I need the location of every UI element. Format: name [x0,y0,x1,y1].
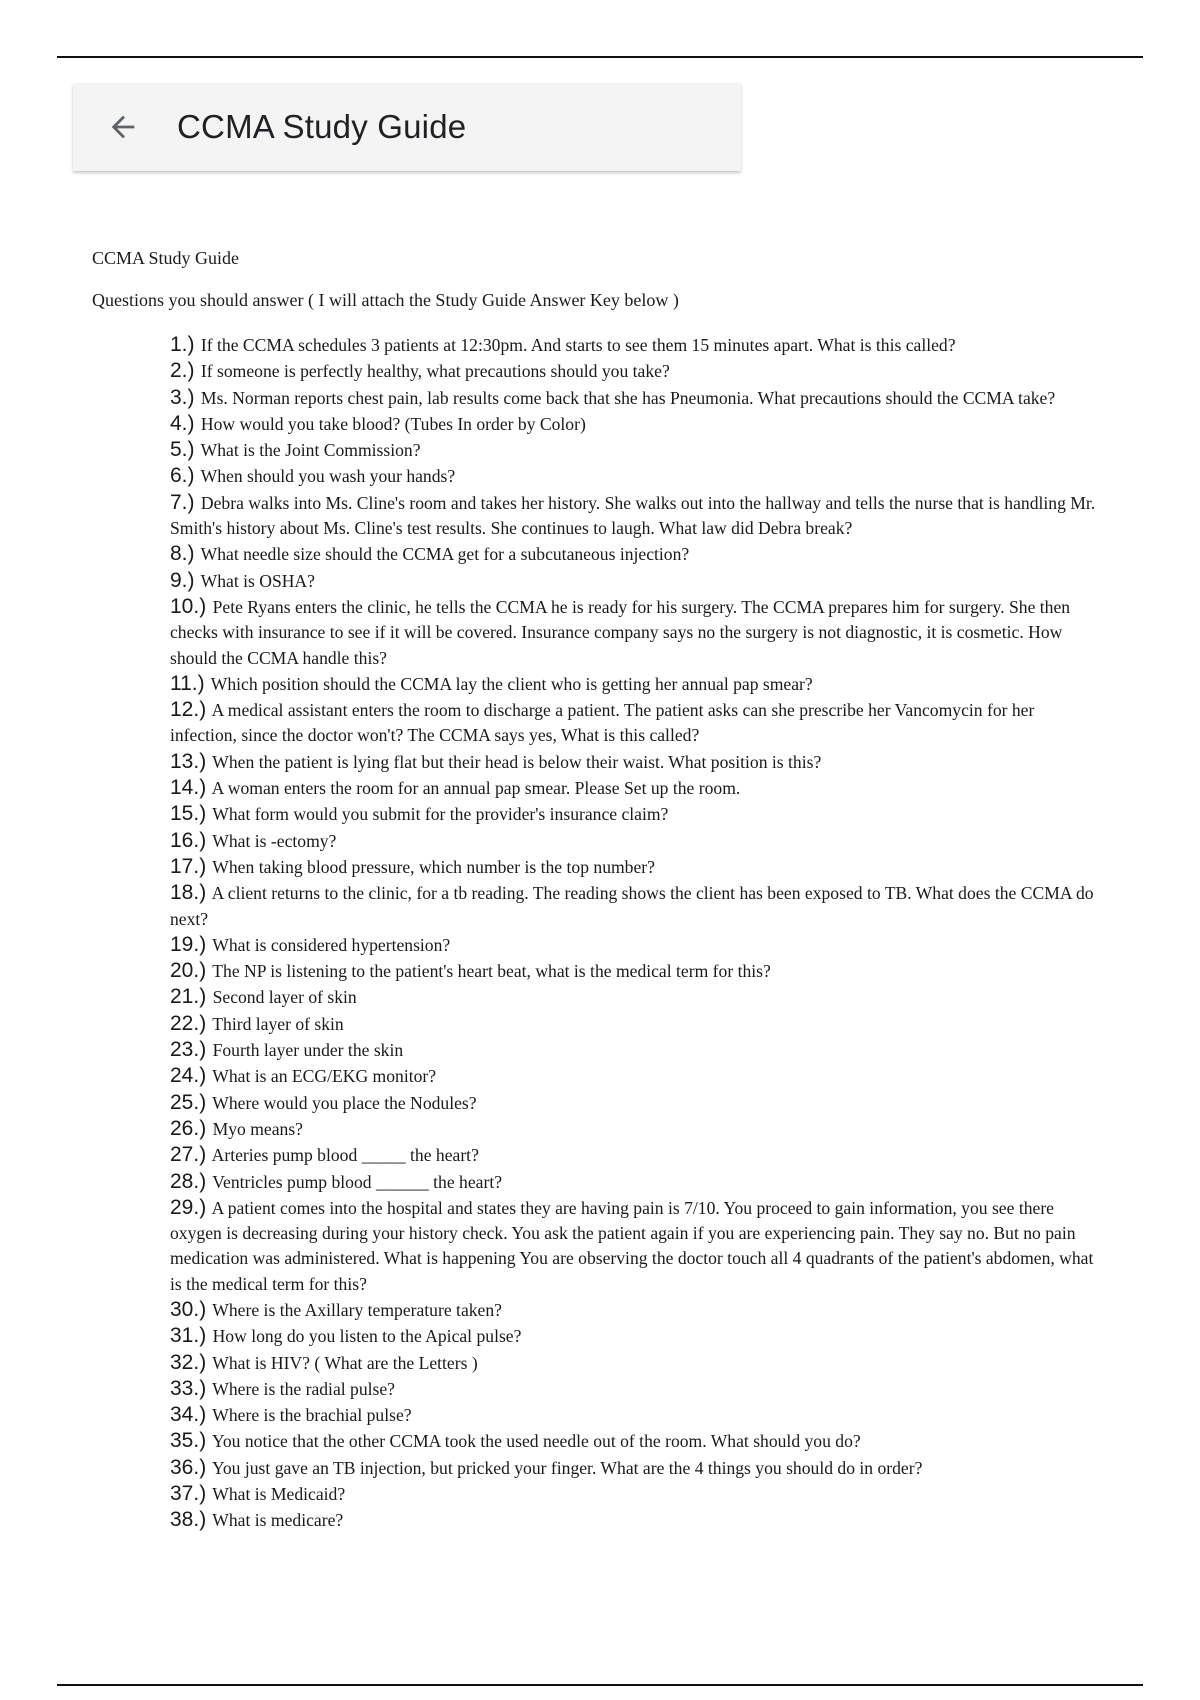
question-text: When the patient is lying flat but their head is below their waist. What position is this? [212,751,822,772]
question-number: 9.) [170,568,195,592]
question-text: What is an ECG/EKG monitor? [212,1066,437,1087]
question-item [170,1455,1105,1481]
question-item [170,775,1105,801]
question-number: 30.) [170,1297,207,1321]
question-item [170,697,1105,749]
question-number: 15.) [170,802,207,826]
question-text: If the CCMA schedules 3 patients at 12:30pm. And starts to see them 15 minutes apart. What is this called? [200,335,956,355]
question-text: Debra walks into Ms. Cline's room and takes her history. She walks out into the hallway and tells the nurse that is handling Mr. Smith's history about Ms. Cline's test results. She continues to laugh. What law did Debra break? [170,492,1096,539]
question-item [170,880,1105,932]
question-text: When taking blood pressure, which number is the top number? [212,856,655,877]
question-text: Third layer of skin [212,1013,344,1034]
question-number: 6.) [170,464,195,488]
question-number: 18.) [170,881,207,905]
question-number: 23.) [170,1038,207,1062]
question-number: 38.) [170,1508,207,1532]
question-text: What is -ectomy? [212,830,337,851]
question-text: What is the Joint Commission? [200,440,421,461]
question-item [170,1011,1105,1037]
question-text: A client returns to the clinic, for a tb reading. The reading shows the client has been exposed to TB. What does the CCMA do next? [170,883,1094,929]
question-item [170,1090,1105,1116]
question-item [170,984,1105,1010]
question-item [170,1350,1105,1376]
question-text: You notice that the other CCMA took the used needle out of the room. What should you do? [211,1431,861,1452]
question-text: A medical assistant enters the room to discharge a patient. The patient asks can she prescribe her Vancomycin for her infection, since the doctor won't? The CCMA says yes, What is this called? [170,700,1035,746]
question-item [170,490,1105,542]
question-number: 17.) [170,854,207,878]
question-item [170,671,1105,697]
question-item [170,385,1105,411]
question-number: 3.) [170,385,195,409]
question-item [170,1428,1105,1454]
question-item [170,1323,1105,1349]
question-text: Ms. Norman reports chest pain, lab results come back that she has Pneumonia. What precautions should the CCMA take? [200,387,1056,408]
app-bar-title: CCMA Study Guide [177,108,467,145]
question-item [170,437,1105,463]
question-item [170,1402,1105,1428]
question-item [170,1116,1105,1142]
question-number: 26.) [170,1116,207,1140]
question-text: Arteries pump blood _____ the heart? [211,1145,479,1166]
document-intro: Questions you should answer ( I will attach the Study Guide Answer Key below ) [92,290,679,310]
question-number: 28.) [170,1169,207,1193]
question-text: Which position should the CCMA lay the client who is getting her annual pap smear? [210,673,813,694]
question-number: 8.) [170,542,195,566]
question-text: Where is the Axillary temperature taken? [212,1299,502,1320]
question-item [170,1481,1105,1507]
question-number: 4.) [170,411,195,435]
question-text: What is medicare? [212,1510,344,1531]
question-item [170,801,1105,827]
question-item [170,932,1105,958]
question-number: 36.) [170,1455,207,1479]
question-item [170,1169,1105,1195]
question-text: Ventricles pump blood ______ the heart? [212,1171,503,1192]
question-text: Pete Ryans enters the clinic, he tells the CCMA he is ready for his surgery. The CCMA prepares him for surgery. She then checks with insurance to see if it will be covered. Insurance company says no the surgery is not diagnostic, it is cosmetic. How should the CCMA handle this? [170,596,1071,668]
question-text: Fourth layer under the skin [212,1040,404,1061]
question-number: 34.) [170,1403,207,1427]
question-number: 20.) [170,959,207,983]
question-number: 27.) [170,1143,207,1167]
question-item [170,958,1105,984]
question-item [170,358,1105,384]
question-text: If someone is perfectly healthy, what precautions should you take? [200,361,670,382]
question-item [170,828,1105,854]
top-rule [57,56,1143,58]
question-text: A woman enters the room for an annual pap smear. Please Set up the room. [211,778,741,799]
question-item [170,1195,1105,1297]
question-text: Where is the radial pulse? [212,1378,395,1399]
question-item [170,1063,1105,1089]
question-text: A patient comes into the hospital and states they are having pain is 7/10. You proceed to gain information, you see there oxygen is decreasing during your history check. You ask the patient again if you are experiencing pain. They say no. But no pain medication was administered. What is happening You are observing the doctor touch all 4 quadrants of the patient's abdomen, what is the medical term for this? [170,1197,1094,1294]
question-item [170,332,1105,358]
question-number: 31.) [170,1324,207,1348]
question-number: 14.) [170,776,207,800]
question-item [170,411,1105,437]
question-number: 29.) [170,1195,207,1219]
question-text: Where would you place the Nodules? [212,1092,477,1113]
question-number: 5.) [170,438,195,462]
question-number: 22.) [170,1011,207,1035]
question-number: 33.) [170,1376,207,1400]
question-number: 25.) [170,1090,207,1114]
question-number: 13.) [170,749,207,773]
question-text: What is considered hypertension? [212,934,451,955]
question-item [170,1297,1105,1323]
question-number: 2.) [170,359,195,383]
question-number: 1.) [170,333,195,356]
question-list [170,332,1105,1534]
arrow-left-icon-svg [106,110,140,144]
question-text: Where is the brachial pulse? [212,1405,412,1426]
question-item [170,1142,1105,1168]
question-item [170,854,1105,880]
question-item [170,1376,1105,1402]
question-text: Second layer of skin [212,987,357,1008]
question-number: 10.) [170,594,207,618]
question-text: What is OSHA? [200,570,315,591]
question-text: The NP is listening to the patient's heart beat, what is the medical term for this? [212,961,771,982]
question-text: What is HIV? ( What are the Letters ) [212,1352,478,1373]
question-item [170,568,1105,594]
question-number: 12.) [170,698,207,722]
question-text: How long do you listen to the Apical pulse? [212,1326,522,1347]
question-text: You just gave an TB injection, but pricked your finger. What are the 4 things you should do in order? [211,1457,923,1478]
question-item [170,541,1105,567]
question-item [170,1507,1105,1533]
question-number: 32.) [170,1350,207,1374]
question-text: How would you take blood? (Tubes In order by Color) [200,413,586,434]
document-title: CCMA Study Guide [92,248,240,268]
question-number: 7.) [170,490,195,514]
question-number: 16.) [170,828,207,852]
question-text: Myo means? [212,1118,303,1139]
question-item [170,463,1105,489]
question-number: 11.) [170,671,205,695]
question-number: 37.) [170,1482,207,1506]
question-number: 35.) [170,1429,207,1453]
question-text: What form would you submit for the provider's insurance claim? [212,804,669,825]
question-item [170,1037,1105,1063]
question-item [170,594,1105,671]
question-item [170,749,1105,775]
question-number: 19.) [170,932,207,956]
question-text: When should you wash your hands? [200,466,456,487]
app-bar [73,83,741,171]
question-text: What is Medicaid? [212,1484,346,1505]
question-number: 24.) [170,1064,207,1088]
arrow-left-icon[interactable] [103,107,143,147]
bottom-rule [57,1684,1143,1686]
question-text: What needle size should the CCMA get for a subcutaneous injection? [200,544,690,565]
question-number: 21.) [170,985,207,1009]
